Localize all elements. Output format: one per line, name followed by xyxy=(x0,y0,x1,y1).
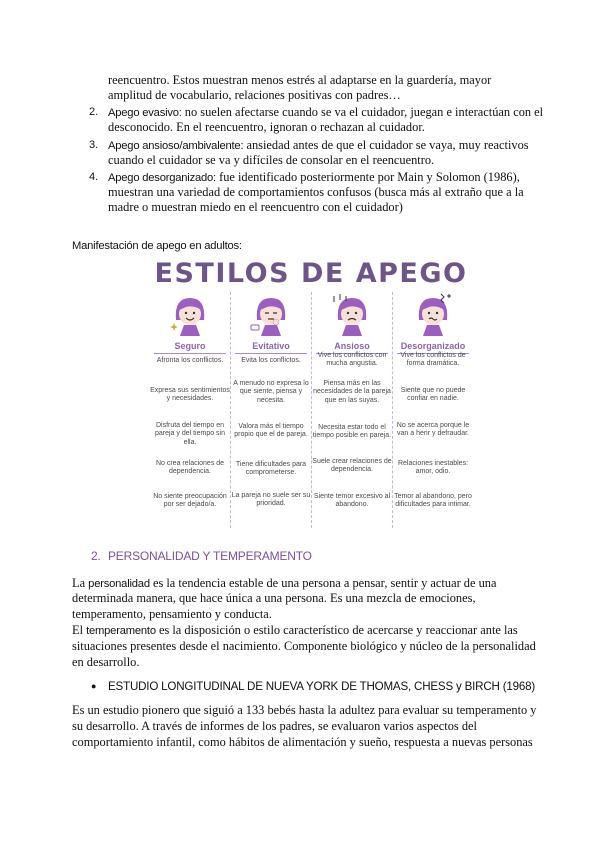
happy-face-icon xyxy=(168,292,212,336)
ansioso-line2: cuando el cuidador se va y difíciles de consolar en el reencuentro. xyxy=(108,153,435,167)
cell-desorganizado-5: Temor al abandono, pero dificultades para intimar. xyxy=(394,493,472,509)
list-intro-line2: amplitud de vocabulario, relaciones positivas con padres… xyxy=(108,88,401,102)
column-label-evitativo: Evitativo xyxy=(252,341,290,351)
temperamento-pre: El xyxy=(72,623,87,637)
desorganizado-line3: madre o muestran miedo en el reencuentro con el cuidador) xyxy=(108,200,403,214)
desorganizado-line2: muestran una variedad de comportamientos confusos (busca más al extraño que a la xyxy=(108,185,524,199)
column-label-desorganizado: Desorganizado xyxy=(400,341,466,351)
column-underline xyxy=(154,353,226,354)
list-number-2: 2. xyxy=(89,106,99,118)
cell-desorganizado-3: No se acerca porque le van a herir y defraudar. xyxy=(396,422,470,438)
list-item-desorganizado xyxy=(108,170,520,186)
term-desorganizado: Apego desorganizado: xyxy=(108,172,216,184)
temperamento-line3: en desarrollo. xyxy=(72,655,140,669)
column-ansioso xyxy=(312,292,392,528)
desorganizado-line1: fue identificado posteriormente por Main y Solomon (1986), xyxy=(215,170,520,184)
confused-face-icon xyxy=(411,292,455,336)
personalidad-line3: temperamento, pensamiento y conducta. xyxy=(72,607,272,621)
cell-desorganizado-2: Siente que no puede confiar en nadie. xyxy=(400,387,466,403)
personalidad-line1 xyxy=(72,576,496,592)
infographic-title: ESTILOS DE APEGO xyxy=(154,258,468,289)
list-item-evasivo xyxy=(108,105,543,121)
study-line1: Es un estudio pionero que siguió a 133 bebés hasta la adultez para evaluar su temperamento y xyxy=(72,703,537,717)
temperamento-line2: situaciones presentes desde el nacimiento. Componente biológico y núcleo de la personalidad xyxy=(72,639,536,653)
cell-evitativo-1: Evita los conflictos. xyxy=(241,357,301,364)
cell-seguro-2: Expresa sus sentimientos y necesidades. xyxy=(150,387,230,403)
cell-ansioso-1: Vive los conflictos con mucha angustia. xyxy=(317,352,387,368)
evasivo-line1: no suelen afectarse cuando se va el cuidador, juegan e interactúan con el xyxy=(181,105,544,119)
column-underline xyxy=(235,353,307,354)
cell-seguro-5: No siente preocupación por ser dejado/a. xyxy=(153,493,227,509)
list-number-3: 3. xyxy=(89,139,99,151)
term-evasivo: Apego evasivo: xyxy=(108,107,182,119)
column-label-seguro: Seguro xyxy=(174,341,206,351)
thinking-face-icon xyxy=(249,292,293,336)
term-ansioso: Apego ansioso/ambivalente: xyxy=(108,140,244,152)
attachment-styles-infographic xyxy=(150,258,472,528)
anxious-face-icon xyxy=(330,292,374,336)
section-number: 2. xyxy=(91,549,101,563)
cell-evitativo-4: Tiene dificultades para comprometerse. xyxy=(235,461,307,477)
study-line3: comportamiento infantil, como hábitos de alimentación y sueño, respuesta a nuevas personas xyxy=(72,735,533,749)
cell-ansioso-5: Siente temor excesivo al abandono. xyxy=(313,493,391,509)
column-desorganizado xyxy=(393,292,473,528)
cell-seguro-3: Disfruta del tiempo en pareja y del tiempo sin ella. xyxy=(154,422,226,446)
column-seguro xyxy=(150,292,230,528)
cell-seguro-4: No crea relaciones de dependencia. xyxy=(155,460,225,476)
term-temperamento: temperamento xyxy=(86,625,156,637)
bullet-dot: ● xyxy=(91,681,97,691)
cell-evitativo-5: La pareja no suele ser su prioridad. xyxy=(231,492,311,508)
study-heading: ESTUDIO LONGITUDINAL DE NUEVA YORK DE THOMAS, CHESS y BIRCH (1968) xyxy=(108,680,536,693)
study-line2: su desarrollo. A través de informes de los padres, se evaluaron varios aspectos del xyxy=(72,719,477,733)
column-evitativo xyxy=(231,292,311,528)
cell-desorganizado-4: Relaciones inestables: amor, odio. xyxy=(397,460,469,476)
adult-heading: Manifestación de apego en adultos: xyxy=(72,240,242,252)
cell-seguro-1: Afronta los conflictos. xyxy=(156,357,224,364)
cell-ansioso-4: Suele crear relaciones de dependencia. xyxy=(312,458,392,474)
ansioso-line1: ansiedad antes de que el cuidador se vaya, muy reactivos xyxy=(243,138,529,152)
cell-ansioso-3: Necesita estar todo el tiempo posible en pareja. xyxy=(312,424,392,440)
personalidad-line2: determinada manera, que hace única a una persona. Es una mezcla de emociones, xyxy=(72,591,476,605)
cell-ansioso-2: Piensa más en las necesidades de la pareja que en las suyas. xyxy=(313,380,391,404)
personalidad-rest: es la tendencia estable de una persona a pensar, sentir y actuar de una xyxy=(149,576,497,590)
term-personalidad: personalidad xyxy=(88,578,150,590)
cell-evitativo-3: Valora más el tiempo propio que el de pareja. xyxy=(234,423,308,439)
list-item-ansioso xyxy=(108,138,529,154)
evasivo-line2: desconocido. En el reencuentro, ignoran o rechazan al cuidador. xyxy=(108,120,425,134)
personalidad-pre: La xyxy=(72,576,89,590)
section-title: PERSONALIDAD Y TEMPERAMENTO xyxy=(108,549,312,563)
column-label-ansioso: Ansioso xyxy=(334,341,370,351)
cell-evitativo-2: A menudo no expresa lo que siente, piensa y necesita. xyxy=(233,380,309,404)
list-number-4: 4. xyxy=(89,171,99,183)
temperamento-rest: es la disposición o estilo característico de acercarse y reaccionar ante las xyxy=(155,623,518,637)
temperamento-line1 xyxy=(72,623,518,639)
cell-desorganizado-1: Vive los conflictos de forma dramática. xyxy=(400,352,466,368)
list-intro-line1: reencuentro. Estos muestran menos estrés al adaptarse en la guardería, mayor xyxy=(108,73,492,87)
